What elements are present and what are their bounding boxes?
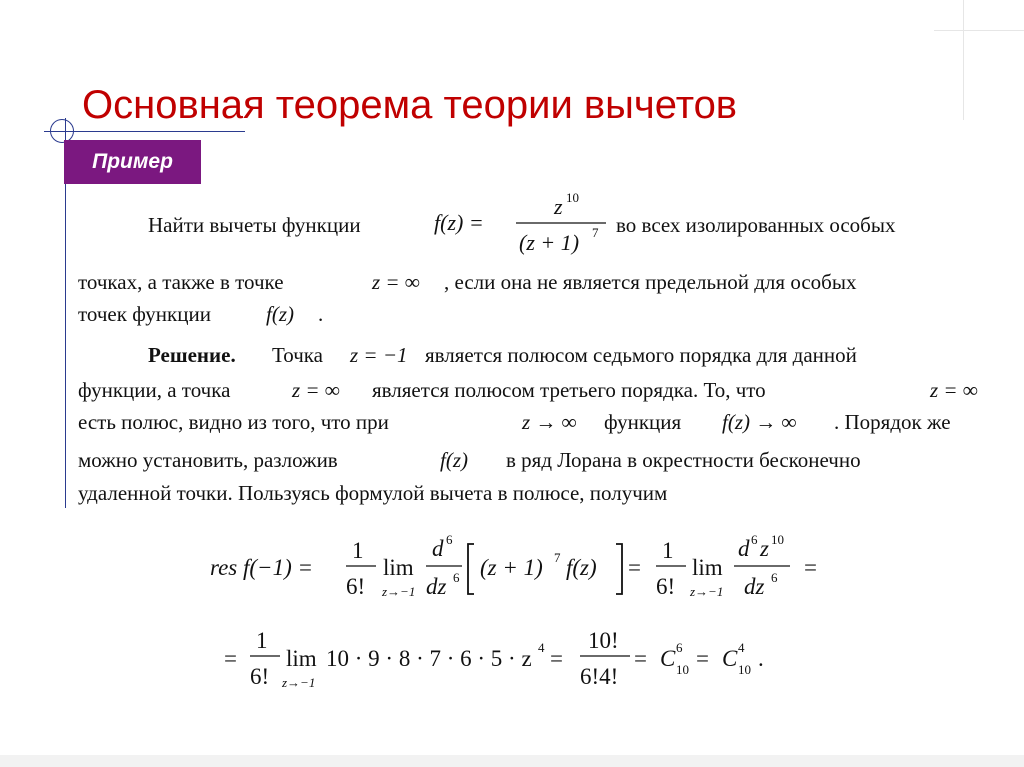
solution-label — [148, 345, 236, 366]
solution-line-4-b: f(z) — [440, 448, 468, 472]
solution-line-4-c: в ряд Лорана в окрестности бесконечно — [506, 448, 861, 472]
solution-line-3-b: z → ∞ — [522, 410, 577, 434]
solution-line-2-c: является полюсом третьего порядка. То, что — [372, 378, 766, 402]
coef-denominator: 6! — [250, 664, 270, 689]
residue-formula-line-1 — [200, 526, 840, 616]
bottom-strip — [0, 755, 1024, 767]
deriv2-z: z — [760, 536, 769, 561]
frame-corner-line-top — [934, 0, 1024, 31]
deriv-numerator: d — [432, 536, 444, 561]
deriv-numerator-exp: 6 — [446, 532, 453, 547]
function-lhs: f(z) = — [434, 210, 484, 235]
equals-1: = — [628, 555, 641, 580]
bracket-tail: f(z) — [566, 555, 597, 580]
solution-line-4-a: можно установить, разложив — [78, 448, 338, 472]
res-lhs: res f(−1) = — [210, 555, 314, 580]
problem-function-fraction — [430, 186, 610, 258]
solution-line-3-e: . Порядок же — [834, 410, 951, 434]
fraction-numerator: z — [554, 194, 563, 219]
problem-line-2-end: , если она не является предельной для особых — [444, 270, 857, 294]
problem-line-1-start: Найти вычеты функции — [148, 213, 361, 237]
problem-line-3-end: . — [318, 302, 324, 326]
solution-line-1-c: является полюсом седьмого порядка для данной — [425, 343, 857, 367]
problem-line-3-func: f(z) — [266, 302, 294, 326]
equals-3: = — [634, 646, 647, 671]
equals-2: = — [550, 646, 563, 671]
slide-title: Основная теорема теории вычетов — [82, 83, 738, 127]
binomial-1: C — [660, 646, 676, 671]
lead-equals: = — [224, 646, 237, 671]
coef-denominator: 6! — [346, 574, 366, 599]
deriv2-z-exp: 10 — [771, 532, 784, 547]
factorial-numerator: 10! — [588, 628, 619, 653]
deriv2-denominator-exp: 6 — [771, 570, 778, 585]
binomial-2-sub: 10 — [738, 662, 751, 677]
solution-line-5: удаленной точки. Пользуясь формулой вычета в полюсе, получим — [78, 481, 668, 505]
equals-4: = — [696, 646, 709, 671]
product-exp: 4 — [538, 640, 545, 655]
coef2-numerator: 1 — [662, 538, 674, 563]
coef-numerator: 1 — [352, 538, 364, 563]
trailing-equals: = — [804, 555, 817, 580]
coef2-denominator: 6! — [656, 574, 676, 599]
deriv-denominator: dz — [426, 574, 447, 599]
deriv2-d: d — [738, 536, 750, 561]
fraction-denominator-exp: 7 — [592, 225, 599, 240]
example-badge: Пример — [64, 140, 201, 184]
deriv-denominator-exp: 6 — [453, 570, 460, 585]
problem-line-2-point: z = ∞ — [372, 270, 420, 294]
lim-operator: lim — [383, 555, 414, 580]
binomial-2: C — [722, 646, 738, 671]
binomial-2-sup: 4 — [738, 640, 745, 655]
problem-line-1-end: во всех изолированных особых — [616, 213, 896, 237]
fraction-denominator: (z + 1) — [519, 230, 580, 255]
problem-line-3-start: точек функции — [78, 302, 211, 326]
bracket-exp: 7 — [554, 550, 561, 565]
problem-line-2-start: точках, а также в точке — [78, 270, 284, 294]
solution-line-2-a: функции, а точка — [78, 378, 231, 402]
solution-line-2-d: z = ∞ — [930, 378, 978, 402]
bracket-content: (z + 1) — [480, 555, 543, 580]
final-period: . — [758, 646, 764, 671]
solution-line-3-a: есть полюс, видно из того, что при — [78, 410, 389, 434]
solution-line-2-b: z = ∞ — [292, 378, 340, 402]
lim2-subscript: z→−1 — [690, 584, 724, 599]
lim2-operator: lim — [692, 555, 723, 580]
deriv2-d-exp: 6 — [751, 532, 758, 547]
solution-label-text: Решение. — [148, 343, 236, 367]
fraction-numerator-exp: 10 — [566, 190, 579, 205]
solution-line-1-b: z = −1 — [350, 343, 408, 367]
title-underline — [44, 131, 245, 132]
solution-line-3-d: f(z) → ∞ — [722, 410, 797, 434]
lim-subscript: z→−1 — [282, 675, 316, 690]
product: 10 · 9 · 8 · 7 · 6 · 5 · z — [326, 646, 532, 671]
coef-numerator: 1 — [256, 628, 268, 653]
binomial-1-sub: 10 — [676, 662, 689, 677]
deriv2-denominator: dz — [744, 574, 765, 599]
lim-subscript: z→−1 — [382, 584, 416, 599]
solution-line-3-c: функция — [604, 410, 682, 434]
factorial-denominator: 6!4! — [580, 664, 619, 689]
residue-formula-line-2 — [214, 620, 794, 706]
binomial-1-sup: 6 — [676, 640, 683, 655]
lim-operator: lim — [286, 646, 317, 671]
solution-line-1-a: Точка — [272, 343, 323, 367]
